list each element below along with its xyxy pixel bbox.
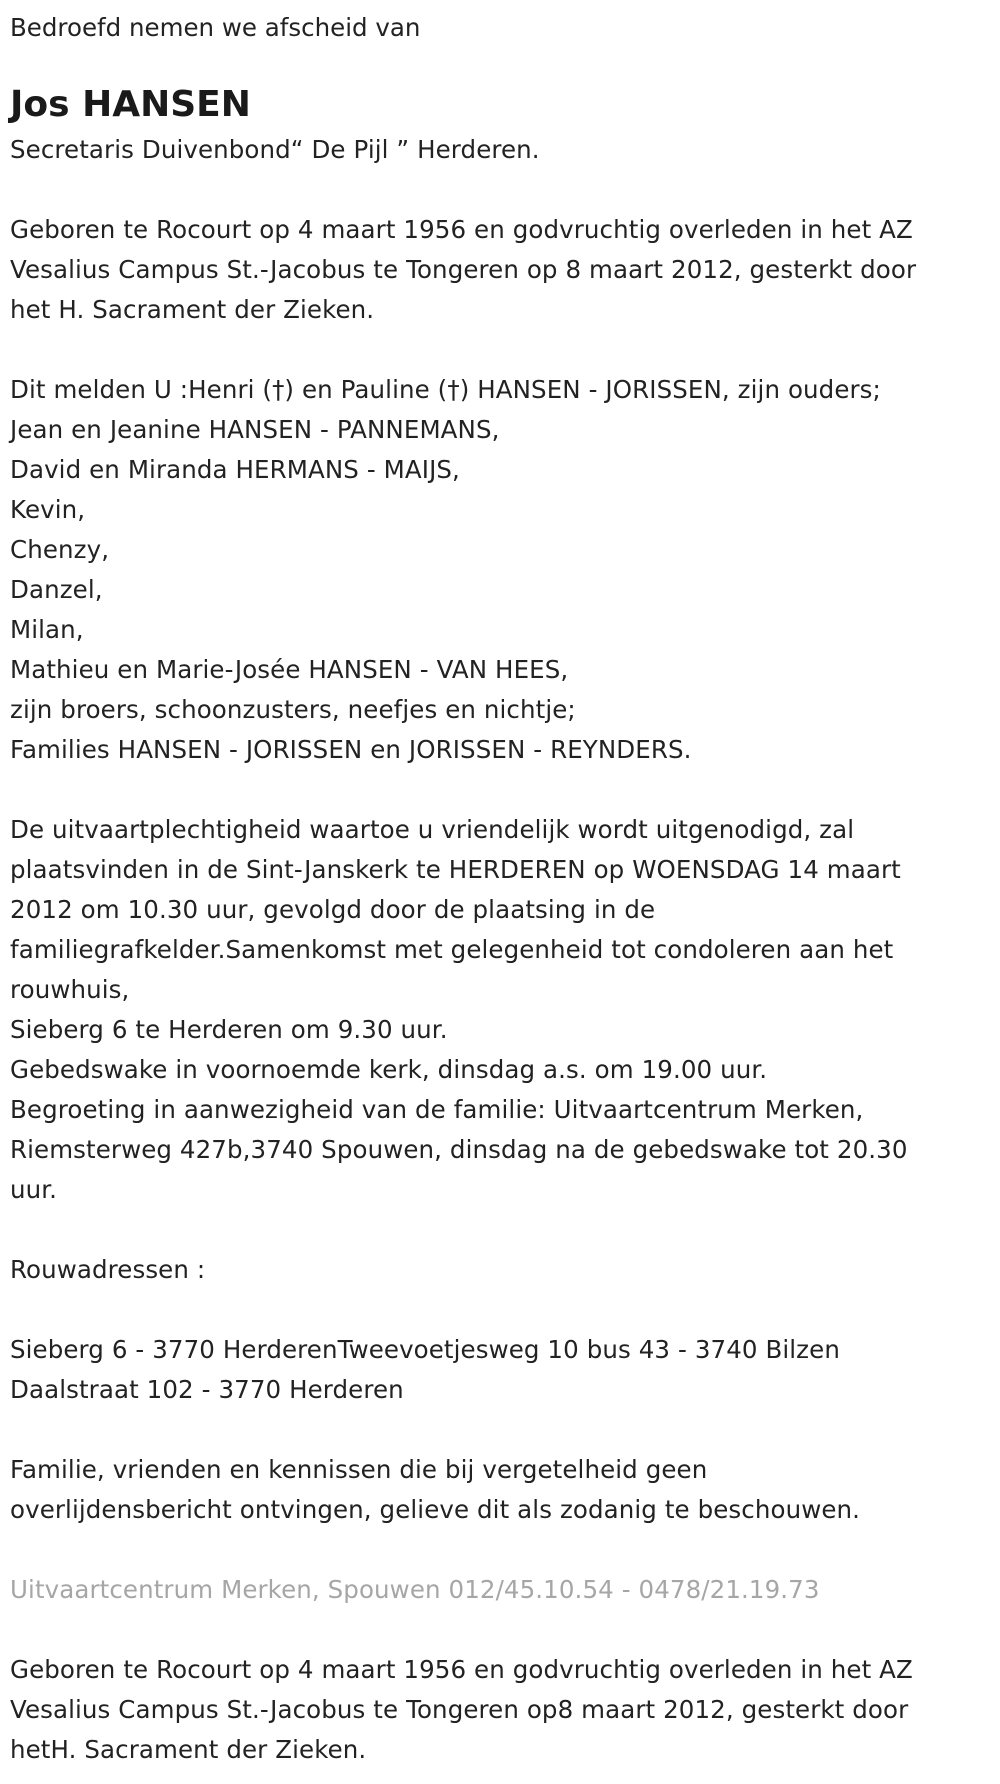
addresses-list — [10, 1330, 990, 1410]
family-line: Chenzy, — [10, 535, 110, 564]
spacer — [10, 330, 990, 370]
family-line: Families HANSEN - JORISSEN en JORISSEN - REYNDERS. — [10, 735, 692, 764]
birth-paragraph — [10, 210, 990, 330]
paragraph-line: Geboren te Rocourt op 4 maart 1956 en godvruchtig overleden in het AZ — [10, 1655, 913, 1684]
paragraph-line: het H. Sacrament der Zieken. — [10, 295, 375, 324]
paragraph-line: Gebedswake in voornoemde kerk, dinsdag a.s. om 19.00 uur. — [10, 1055, 768, 1084]
family-line: zijn broers, schoonzusters, neefjes en nichtje; — [10, 695, 576, 724]
family-line: Dit melden U :Henri (†) en Pauline (†) HANSEN - JORISSEN, zijn ouders; — [10, 375, 881, 404]
paragraph-line: De uitvaartplechtigheid waartoe u vriendelijk wordt uitgenodigd, zal — [10, 815, 855, 844]
paragraph-line: rouwhuis, — [10, 975, 130, 1004]
paragraph-line: Vesalius Campus St.-Jacobus te Tongeren op 8 maart 2012, gesterkt door — [10, 255, 917, 284]
paragraph-line: familiegrafkelder.Samenkomst met gelegenheid tot condoleren aan het — [10, 935, 894, 964]
family-line: Milan, — [10, 615, 84, 644]
family-list — [10, 370, 990, 770]
address-line: Sieberg 6 - 3770 HerderenTweevoetjesweg 10 bus 43 - 3740 Bilzen — [10, 1335, 840, 1364]
paragraph-line: 2012 om 10.30 uur, gevolgd door de plaatsing in de — [10, 895, 656, 924]
family-line: Kevin, — [10, 495, 86, 524]
family-line: Jean en Jeanine HANSEN - PANNEMANS, — [10, 415, 500, 444]
address-line: Daalstraat 102 - 3770 Herderen — [10, 1375, 404, 1404]
paragraph-line: overlijdensbericht ontvingen, gelieve dit als zodanig te beschouwen. — [10, 1495, 861, 1524]
paragraph-line: Familie, vrienden en kennissen die bij vergetelheid geen — [10, 1455, 708, 1484]
deceased-name: Jos HANSEN — [10, 84, 251, 125]
spacer — [10, 1410, 990, 1450]
deceased-subtitle: Secretaris Duivenbond“ De Pijl ” Herderen. — [10, 135, 540, 164]
paragraph-line: hetH. Sacrament der Zieken. — [10, 1735, 367, 1764]
spacer — [10, 1610, 990, 1650]
paragraph-line: uur. — [10, 1175, 58, 1204]
funeral-home-contact: Uitvaartcentrum Merken, Spouwen 012/45.10.54 - 0478/21.19.73 — [10, 1575, 820, 1604]
addresses-label: Rouwadressen : — [10, 1255, 206, 1284]
family-line: David en Miranda HERMANS - MAIJS, — [10, 455, 460, 484]
spacer — [10, 1210, 990, 1250]
paragraph-line: plaatsvinden in de Sint-Janskerk te HERDEREN op WOENSDAG 14 maart — [10, 855, 901, 884]
paragraph-line: Vesalius Campus St.-Jacobus te Tongeren op8 maart 2012, gesterkt door — [10, 1695, 909, 1724]
paragraph-line: Begroeting in aanwezigheid van de familie: Uitvaartcentrum Merken, — [10, 1095, 864, 1124]
spacer — [10, 170, 990, 210]
intro-text: Bedroefd nemen we afscheid van — [10, 13, 421, 42]
notice-paragraph — [10, 1450, 990, 1530]
spacer — [10, 1290, 990, 1330]
paragraph-line: Riemsterweg 427b,3740 Spouwen, dinsdag na de gebedswake tot 20.30 — [10, 1135, 908, 1164]
ceremony-paragraph — [10, 810, 990, 1210]
family-line: Mathieu en Marie-Josée HANSEN - VAN HEES, — [10, 655, 569, 684]
family-line: Danzel, — [10, 575, 103, 604]
spacer — [10, 770, 990, 810]
spacer — [10, 1530, 990, 1570]
birth-paragraph-repeat — [10, 1650, 990, 1770]
paragraph-line: Sieberg 6 te Herderen om 9.30 uur. — [10, 1015, 448, 1044]
paragraph-line: Geboren te Rocourt op 4 maart 1956 en godvruchtig overleden in het AZ — [10, 215, 913, 244]
